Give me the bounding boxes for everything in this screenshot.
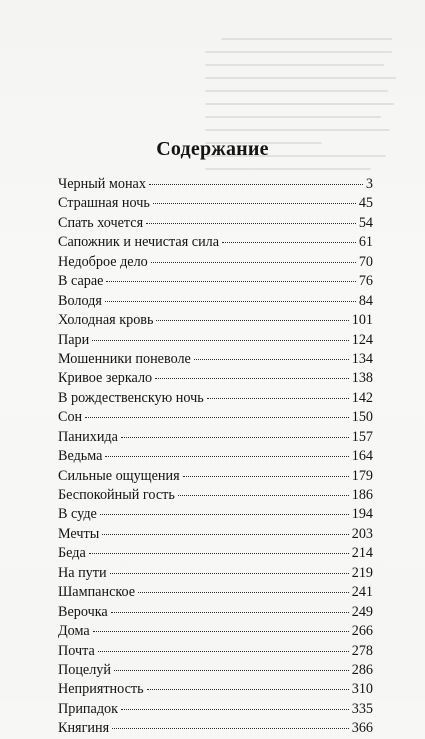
toc-dot-leader: [100, 514, 349, 515]
toc-entry-title: Припадок: [58, 700, 119, 717]
toc-entry-page: 214: [351, 545, 373, 562]
toc-dot-leader: [153, 203, 356, 204]
toc-entry: [58, 719, 373, 738]
toc-list: [58, 175, 373, 739]
toc-entry: [58, 233, 373, 252]
toc-dot-leader: [112, 728, 349, 729]
toc-dot-leader: [114, 670, 349, 671]
toc-entry: [58, 564, 373, 583]
toc-entry-title: Княгиня: [58, 720, 110, 737]
toc-entry: [58, 311, 373, 330]
toc-dot-leader: [222, 242, 356, 243]
toc-dot-leader: [146, 223, 356, 224]
toc-entry-page: 150: [351, 409, 373, 426]
toc-entry: [58, 622, 373, 641]
toc-dot-leader: [93, 631, 349, 632]
toc-entry-title: Шампанское: [58, 584, 136, 601]
toc-dot-leader: [92, 340, 348, 341]
toc-entry-title: Кривое зеркало: [58, 370, 153, 387]
toc-entry-title: Ведьма: [58, 448, 103, 465]
toc-entry: [58, 331, 373, 350]
toc-entry: [58, 272, 373, 291]
toc-entry-title: В суде: [58, 506, 97, 523]
toc-dot-leader: [98, 651, 349, 652]
toc-dot-leader: [147, 689, 349, 690]
toc-entry-title: Сон: [58, 409, 83, 426]
toc-entry: [58, 447, 373, 466]
toc-entry-title: Верочка: [58, 603, 108, 620]
toc-entry: [58, 525, 373, 544]
toc-dot-leader: [121, 709, 349, 710]
toc-entry-page: 134: [351, 350, 373, 367]
toc-entry-page: 84: [358, 292, 373, 309]
toc-entry-title: В сарае: [58, 273, 104, 290]
toc-dot-leader: [183, 476, 349, 477]
toc-dot-leader: [151, 262, 356, 263]
toc-entry-title: Мошенники поневоле: [58, 350, 191, 367]
toc-entry-page: 286: [351, 661, 373, 678]
toc-entry-title: Володя: [58, 292, 102, 309]
toc-entry-title: Недоброе дело: [58, 253, 148, 270]
toc-entry: [58, 253, 373, 272]
toc-entry-page: 194: [351, 506, 373, 523]
toc-dot-leader: [207, 398, 349, 399]
toc-entry-page: 101: [351, 312, 373, 329]
toc-entry-title: Почта: [58, 642, 95, 659]
toc-entry-title: Беда: [58, 545, 86, 562]
toc-dot-leader: [102, 534, 348, 535]
toc-entry-title: Холодная кровь: [58, 312, 154, 329]
toc-dot-leader: [138, 592, 349, 593]
toc-entry-page: 45: [358, 195, 373, 212]
toc-entry: [58, 603, 373, 622]
toc-entry-title: В рождественскую ночь: [58, 389, 204, 406]
toc-entry: [58, 700, 373, 719]
toc-entry-page: 3: [365, 176, 373, 192]
toc-entry: [58, 505, 373, 524]
toc-entry-page: 278: [351, 642, 373, 659]
toc-entry-page: 310: [351, 681, 373, 698]
toc-entry-page: 186: [351, 487, 373, 503]
toc-entry: [58, 194, 373, 213]
toc-dot-leader: [105, 301, 356, 302]
toc-entry-title: Пари: [58, 331, 90, 348]
toc-entry: [58, 408, 373, 427]
toc-entry: [58, 642, 373, 661]
toc-entry-title: Спать хочется: [58, 214, 144, 231]
toc-entry-page: 266: [351, 623, 373, 640]
toc-dot-leader: [110, 573, 349, 574]
toc-entry-title: Дома: [58, 623, 90, 640]
toc-entry: [58, 486, 373, 505]
toc-dot-leader: [121, 437, 349, 438]
toc-entry-page: 366: [351, 720, 373, 737]
toc-dot-leader: [149, 184, 363, 185]
toc-entry: [58, 214, 373, 233]
toc-entry-title: Поцелуй: [58, 661, 111, 678]
toc-entry-page: 219: [351, 564, 373, 581]
toc-entry: [58, 544, 373, 563]
toc-dot-leader: [85, 417, 349, 418]
toc-entry-page: 70: [358, 253, 373, 270]
toc-entry-page: 138: [351, 370, 373, 387]
toc-entry-title: Неприятность: [58, 681, 144, 698]
toc-dot-leader: [194, 359, 349, 360]
toc-entry: [58, 680, 373, 699]
toc-entry-title: Мечты: [58, 525, 100, 542]
toc-entry-title: Сапожник и нечистая сила: [58, 234, 220, 251]
toc-entry-page: 76: [358, 273, 373, 290]
toc-dot-leader: [106, 281, 355, 282]
toc-entry-page: 203: [351, 525, 373, 542]
toc-dot-leader: [105, 456, 348, 457]
toc-entry-page: 241: [351, 584, 373, 601]
toc-entry-page: 249: [351, 603, 373, 620]
toc-entry: [58, 175, 373, 194]
toc-entry: [58, 350, 373, 369]
toc-dot-leader: [156, 320, 348, 321]
toc-entry-title: На пути: [58, 564, 107, 581]
toc-entry: [58, 428, 373, 447]
toc-entry-title: Страшная ночь: [58, 195, 150, 212]
toc-entry-title: Черный монах: [58, 176, 146, 192]
toc-entry: [58, 292, 373, 311]
toc-dot-leader: [89, 553, 349, 554]
show-through-text: [205, 38, 400, 188]
toc-dot-leader: [111, 612, 349, 613]
toc-dot-leader: [155, 378, 349, 379]
toc-entry-title: Панихида: [58, 428, 118, 445]
toc-entry-title: Сильные ощущения: [58, 467, 180, 484]
toc-entry-page: 335: [351, 700, 373, 717]
toc-entry-page: 157: [351, 428, 373, 445]
toc-entry-page: 61: [358, 234, 373, 251]
toc-entry-page: 164: [351, 448, 373, 465]
toc-dot-leader: [178, 495, 349, 496]
toc-entry-page: 142: [351, 389, 373, 406]
toc-entry-page: 124: [351, 331, 373, 348]
toc-entry: [58, 369, 373, 388]
toc-entry-page: 54: [358, 214, 373, 231]
toc-entry: [58, 661, 373, 680]
toc-heading: Содержание: [156, 138, 269, 160]
toc-entry: [58, 583, 373, 602]
toc-entry: [58, 467, 373, 486]
toc-entry-title: Беспокойный гость: [58, 487, 175, 503]
toc-entry: [58, 389, 373, 408]
toc-entry-page: 179: [351, 467, 373, 484]
